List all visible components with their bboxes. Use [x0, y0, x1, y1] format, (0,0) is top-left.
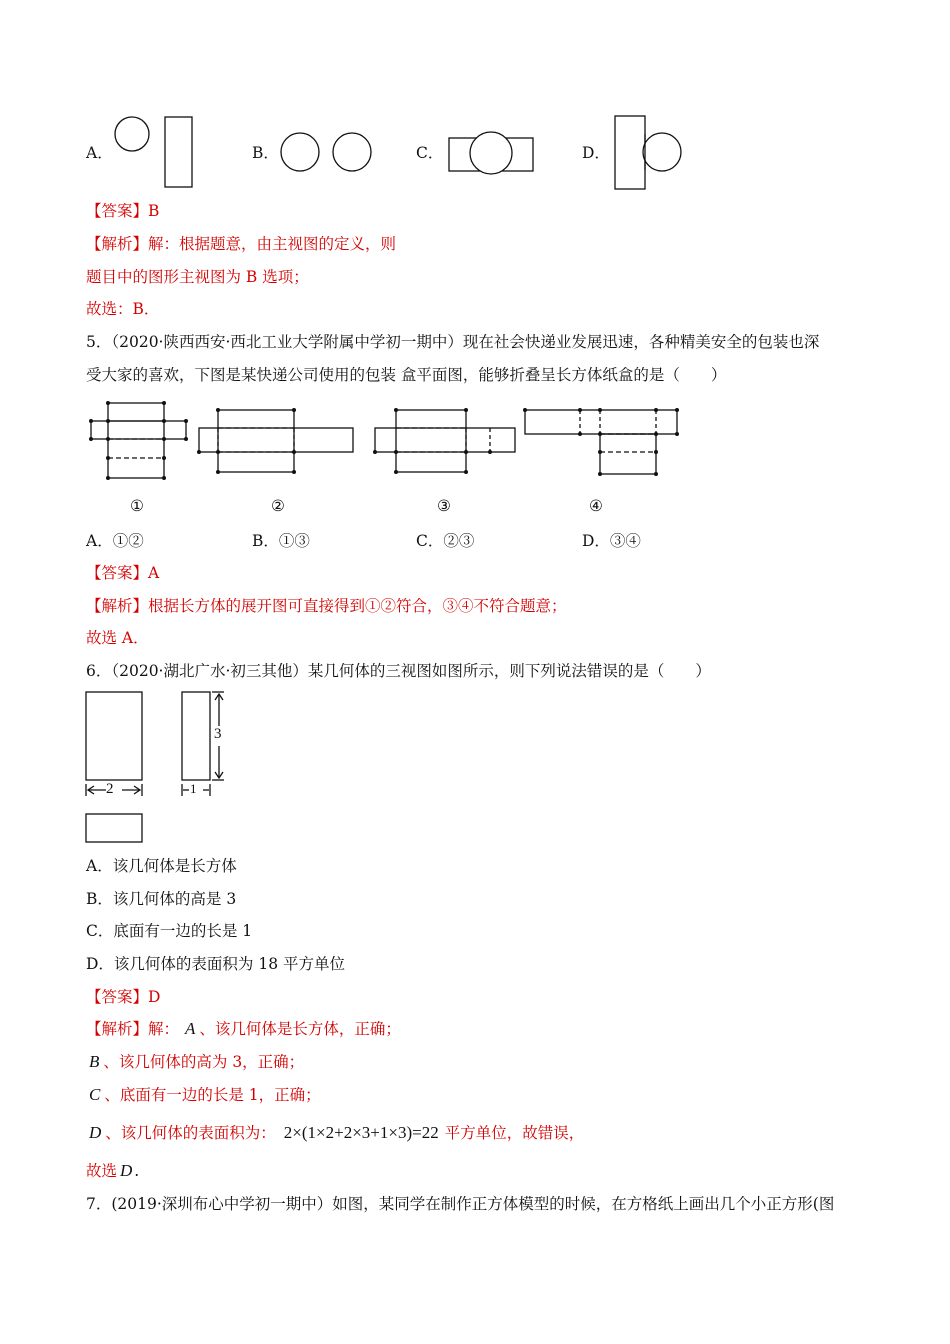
- q4-conclusion: 故选：B．: [86, 300, 160, 318]
- q5-option-a: A．①②: [86, 532, 144, 550]
- q4-option-d-figure: [612, 114, 687, 194]
- q5-conclusion: 故选 A．: [86, 629, 149, 647]
- q6-option-d: D．该几何体的表面积为 18 平方单位: [86, 955, 346, 973]
- q5-net-figure-4: [522, 404, 682, 479]
- q6-analysis-a: [86, 1018, 401, 1040]
- q4-option-a-label: A．: [86, 144, 113, 162]
- q5-figure-label-4: ④: [589, 497, 603, 515]
- q4-option-d-label: D．: [582, 144, 610, 162]
- q7-stem: 7．(2019·深圳布心中学初一期中）如图，某同学在制作正方体模型的时候，在方格纸上画出几个小正方形(图: [86, 1195, 835, 1213]
- q6-answer: 【答案】D: [86, 988, 161, 1006]
- q6-analysis-b: [86, 1051, 304, 1073]
- q5-figure-label-2: ②: [271, 497, 285, 515]
- q6-analysis-c: [86, 1084, 321, 1106]
- q4-option-c-figure: [446, 128, 538, 178]
- q6-dim-height: 3: [214, 726, 222, 742]
- q5-figure-label-3: ③: [437, 497, 451, 515]
- q5-stem-line1: 5．（2020·陕西西安·西北工业大学附属中学初一期中）现在社会快递业发展迅速，各种精美安全的包装也深: [86, 333, 820, 351]
- q4-analysis-line2: 题目中的图形主视图为 B 选项；: [86, 268, 309, 286]
- q5-net-figure-2: [196, 404, 356, 474]
- q6-conclusion-prefix: 故选: [86, 1162, 118, 1180]
- q5-option-b: B．①③: [252, 532, 310, 550]
- q6-item-d-text: 、该几何体的表面积为：: [105, 1124, 276, 1142]
- q6-conclusion-letter: D: [120, 1161, 133, 1180]
- q6-item-b-text: 、该几何体的高为 3，正确；: [103, 1053, 305, 1071]
- q6-item-c-text: 、底面有一边的长是 1，正确；: [104, 1086, 321, 1104]
- q6-formula-tail: 平方单位，故错误，: [444, 1124, 585, 1142]
- q6-surface-formula: 2×(1×2+2×3+1×3)=22: [283, 1123, 439, 1142]
- q4-option-a-figure: [110, 112, 200, 192]
- q6-option-a: A．该几何体是长方体: [86, 857, 237, 875]
- q5-net-figure-1: [86, 396, 186, 486]
- q4-answer: 【答案】B: [86, 202, 160, 220]
- q6-dim-depth: 1: [190, 781, 197, 796]
- q6-option-c: C．底面有一边的长是 1: [86, 922, 253, 940]
- q6-item-c-letter: C: [89, 1085, 101, 1104]
- q5-answer: 【答案】A: [86, 564, 160, 582]
- q5-net-figure-3: [372, 404, 522, 474]
- q4-analysis-line1: 【解析】解：根据题意，由主视图的定义，则: [86, 235, 397, 253]
- q6-item-b-letter: B: [89, 1052, 100, 1071]
- q6-analysis-d: [86, 1122, 584, 1144]
- q6-conclusion: [86, 1160, 139, 1182]
- q6-item-a-letter: A: [185, 1019, 196, 1038]
- q6-item-a-text: 、该几何体是长方体，正确；: [199, 1020, 401, 1038]
- q6-dim-width: 2: [106, 781, 114, 797]
- q6-item-d-letter: D: [89, 1123, 102, 1142]
- q6-three-view-figure: [82, 688, 242, 848]
- q6-analysis-head: 【解析】解：: [86, 1020, 180, 1038]
- q5-analysis: 【解析】根据长方体的展开图可直接得到①②符合，③④不符合题意；: [86, 597, 567, 615]
- q6-stem: 6．（2020·湖北广水·初三其他）某几何体的三视图如图所示，则下列说法错误的是（ ）: [86, 662, 711, 680]
- q5-option-d: D．③④: [582, 532, 641, 550]
- q4-option-b-label: B．: [252, 144, 279, 162]
- q5-figure-label-1: ①: [130, 497, 144, 515]
- q4-option-c-label: C．: [416, 144, 444, 162]
- q6-option-b: B．该几何体的高是 3: [86, 890, 237, 908]
- q5-option-c: C．②③: [416, 532, 475, 550]
- q6-conclusion-suffix: .: [134, 1162, 140, 1180]
- q5-stem-line2: 受大家的喜欢，下图是某快递公司使用的包装 盒平面图，能够折叠呈长方体纸盒的是（ ）: [86, 366, 727, 384]
- q4-option-b-figure: [278, 130, 378, 175]
